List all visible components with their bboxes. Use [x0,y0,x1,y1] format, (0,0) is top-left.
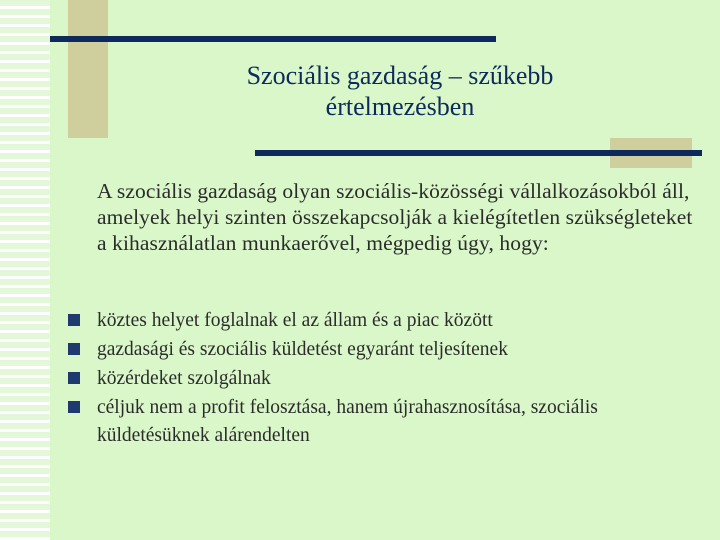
list-item-text: gazdasági és szociális küldetést egyaránt teljesítenek [97,339,508,360]
bullet-list [68,306,688,450]
list-item-text: közérdeket szolgálnak [97,368,271,389]
bullet-square-icon [68,314,80,326]
slide-title-line2: értelmezésben [325,92,475,121]
decorative-bar-bottom [255,150,702,156]
slide-title-line1: Szociális gazdaság – szűkebb [246,61,554,90]
list-item [68,335,688,364]
bullet-square-icon [68,401,80,413]
list-item [68,306,688,335]
decorative-stripes [0,0,50,540]
decorative-tan-block-top [68,0,108,138]
bullet-square-icon [68,372,80,384]
list-item [68,364,688,393]
list-item-text: köztes helyet foglalnak el az állam és a piac között [97,310,493,331]
list-item-text: céljuk nem a profit felosztása, hanem újrahasznosítása, szociális küldetésüknek alárendelten [97,397,598,446]
slide-title [150,60,650,122]
intro-paragraph: A szociális gazdaság olyan szociális-közösségi vállalkozásokból áll, amelyek helyi szinten összekapcsolják a kielégítetlen szükségleteket a kihasználatlan munkaerővel, mégpedig úgy, hogy: [97,179,693,255]
decorative-bar-top [50,36,496,42]
bullet-square-icon [68,343,80,355]
list-item [68,393,688,450]
